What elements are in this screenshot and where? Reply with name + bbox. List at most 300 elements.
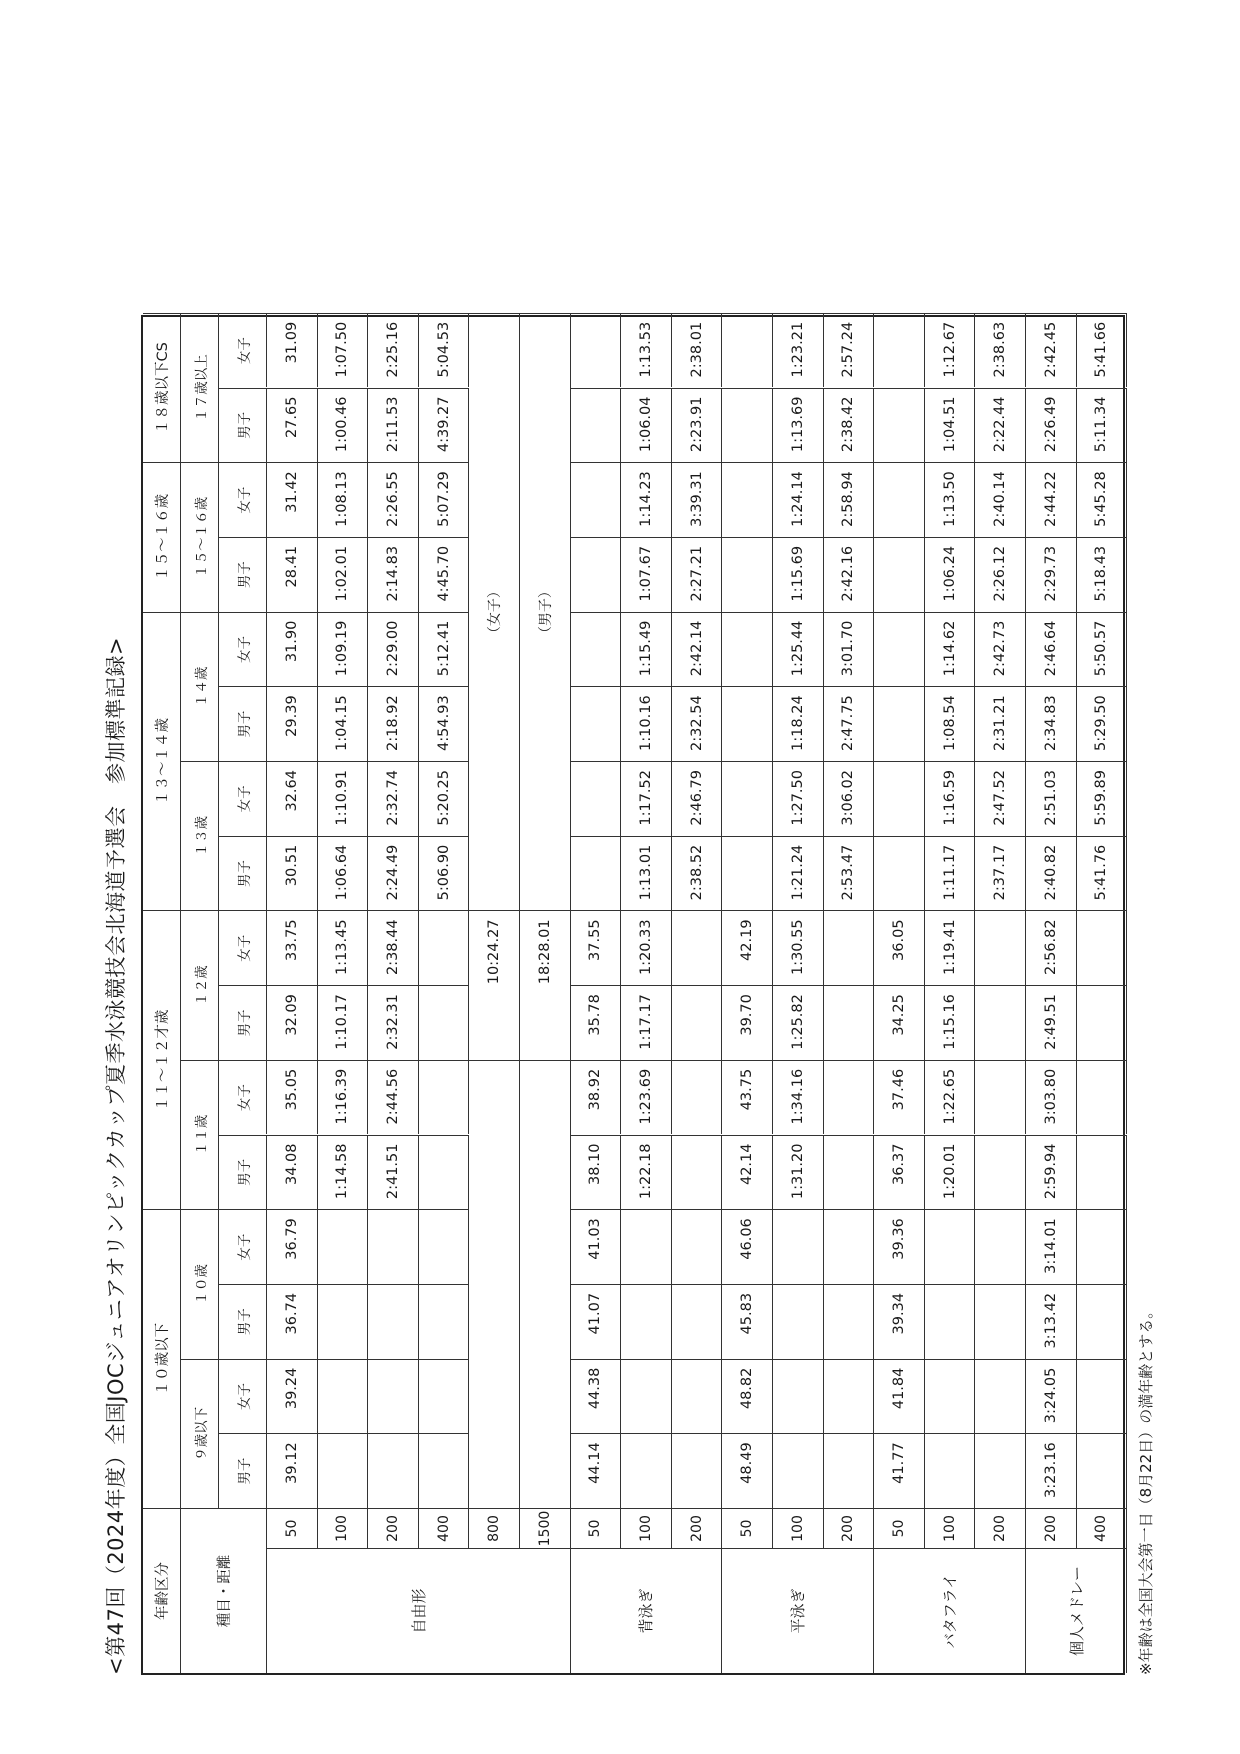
female-record: 2:44.56 — [368, 1060, 419, 1135]
male-record: 2:31.21 — [975, 686, 1026, 761]
male-record: 27.65 — [267, 388, 318, 463]
male-record: 2:26.49 — [1026, 388, 1077, 463]
male-record — [672, 1135, 723, 1210]
male-record: 41.77 — [874, 1433, 925, 1508]
male-record: 2:47.75 — [824, 686, 875, 761]
male-record — [722, 537, 773, 612]
male-record: 42.14 — [722, 1135, 773, 1210]
female-record: 2:38.63 — [975, 313, 1026, 388]
female-record: 31.42 — [267, 462, 318, 537]
female-header: 女子 — [219, 462, 267, 537]
male-record: 1:25.82 — [773, 985, 824, 1060]
female-record: 1:34.16 — [773, 1060, 824, 1135]
female-record: 5:04.53 — [419, 313, 470, 388]
female-record: 3:01.70 — [824, 612, 875, 687]
footnote: ※年齢は全国大会第一日（8月22日）の満年齢とする。 — [1137, 1303, 1155, 1675]
male-record: 2:27.21 — [672, 537, 723, 612]
female-record: 1:09.19 — [318, 612, 369, 687]
female-record: 1:12.67 — [925, 313, 976, 388]
male-record — [571, 836, 622, 911]
male-record: 1:07.67 — [621, 537, 672, 612]
male-header: 男子 — [219, 836, 267, 911]
female-record: 3:14.01 — [1026, 1209, 1077, 1284]
female-record: 2:32.74 — [368, 761, 419, 836]
distance-label: 50 — [722, 1508, 773, 1548]
long-distance-time: 18:28.01 — [520, 910, 571, 1059]
female-record: 41.03 — [571, 1209, 622, 1284]
event-name: 個人メドレー — [1026, 1548, 1127, 1673]
female-record — [722, 761, 773, 836]
female-record: 2:42.73 — [975, 612, 1026, 687]
male-record: 3:13.42 — [1026, 1284, 1077, 1359]
female-record — [824, 1209, 875, 1284]
female-record: 37.55 — [571, 910, 622, 985]
male-record: 1:22.18 — [621, 1135, 672, 1210]
female-record: 2:29.00 — [368, 612, 419, 687]
male-record: 39.34 — [874, 1284, 925, 1359]
male-record: 1:06.24 — [925, 537, 976, 612]
female-record — [1077, 1209, 1128, 1284]
female-record — [368, 1359, 419, 1434]
distance-label: 100 — [318, 1508, 369, 1548]
female-record: 5:12.41 — [419, 612, 470, 687]
male-record: 3:23.16 — [1026, 1433, 1077, 1508]
male-record — [824, 985, 875, 1060]
female-record: 42.19 — [722, 910, 773, 985]
female-record — [975, 910, 1026, 985]
distance-label: 100 — [925, 1508, 976, 1548]
male-record: 5:18.43 — [1077, 537, 1128, 612]
female-record: 1:16.39 — [318, 1060, 369, 1135]
blank-cell — [469, 1060, 520, 1508]
female-header: 女子 — [219, 1060, 267, 1135]
male-record — [773, 1433, 824, 1508]
female-record: 1:17.52 — [621, 761, 672, 836]
female-record: 1:13.45 — [318, 910, 369, 985]
female-record: 33.75 — [267, 910, 318, 985]
female-record: 3:24.05 — [1026, 1359, 1077, 1434]
male-record — [874, 537, 925, 612]
male-record: 1:04.51 — [925, 388, 976, 463]
male-record: 2:53.47 — [824, 836, 875, 911]
blank-cell — [520, 1060, 571, 1508]
male-record — [621, 1433, 672, 1508]
male-record: 1:17.17 — [621, 985, 672, 1060]
male-record — [419, 985, 470, 1060]
male-header: 男子 — [219, 1135, 267, 1210]
male-record: 4:45.70 — [419, 537, 470, 612]
male-record: 36.74 — [267, 1284, 318, 1359]
female-record: 5:07.29 — [419, 462, 470, 537]
female-record — [621, 1359, 672, 1434]
male-record: 2:38.52 — [672, 836, 723, 911]
female-record — [874, 612, 925, 687]
male-record: 39.70 — [722, 985, 773, 1060]
long-distance-time: 10:24.27 — [469, 910, 520, 1059]
male-record: 2:29.73 — [1026, 537, 1077, 612]
female-record: 2:42.14 — [672, 612, 723, 687]
female-record: 36.79 — [267, 1209, 318, 1284]
male-record: 2:14.83 — [368, 537, 419, 612]
distance-label: 50 — [571, 1508, 622, 1548]
document-title: <第47回（2024年度）全国JOCジュニアオリンピックカップ夏季水泳競技会北海道予選会 参加標準記録> — [104, 636, 128, 1675]
male-record: 1:15.16 — [925, 985, 976, 1060]
long-distance-gender: （男子） — [520, 313, 571, 911]
event-distance-header: 種目・距離 — [181, 1508, 267, 1673]
distance-label: 200 — [975, 1508, 1026, 1548]
male-record — [368, 1284, 419, 1359]
female-header: 女子 — [219, 1359, 267, 1434]
standard-records-table — [141, 315, 1125, 1675]
female-record: 1:14.23 — [621, 462, 672, 537]
female-record: 44.38 — [571, 1359, 622, 1434]
male-record — [925, 1284, 976, 1359]
female-record: 1:19.41 — [925, 910, 976, 985]
female-record — [1077, 910, 1128, 985]
event-name: 平泳ぎ — [722, 1548, 874, 1673]
male-record: 48.49 — [722, 1433, 773, 1508]
distance-label: 800 — [469, 1508, 520, 1548]
event-name: バタフライ — [874, 1548, 1026, 1673]
female-record: 1:20.33 — [621, 910, 672, 985]
male-record — [1077, 1284, 1128, 1359]
male-record: 29.39 — [267, 686, 318, 761]
male-record — [874, 836, 925, 911]
female-record: 2:47.52 — [975, 761, 1026, 836]
female-record: 2:44.22 — [1026, 462, 1077, 537]
female-record — [975, 1209, 1026, 1284]
male-record — [773, 1284, 824, 1359]
female-record: 35.05 — [267, 1060, 318, 1135]
female-record: 2:57.24 — [824, 313, 875, 388]
female-record — [773, 1209, 824, 1284]
male-record: 4:54.93 — [419, 686, 470, 761]
female-record: 39.24 — [267, 1359, 318, 1434]
female-record — [571, 761, 622, 836]
age-group-header: １０歳以下 — [143, 1209, 181, 1508]
male-record: 1:02.01 — [318, 537, 369, 612]
male-record — [824, 1284, 875, 1359]
male-record: 5:11.34 — [1077, 388, 1128, 463]
distance-label: 400 — [1077, 1508, 1128, 1548]
male-record: 2:18.92 — [368, 686, 419, 761]
female-record: 2:38.44 — [368, 910, 419, 985]
male-record — [874, 686, 925, 761]
female-record: 2:25.16 — [368, 313, 419, 388]
male-record — [722, 388, 773, 463]
female-record — [318, 1209, 369, 1284]
male-record: 45.83 — [722, 1284, 773, 1359]
distance-label: 100 — [773, 1508, 824, 1548]
male-record: 1:20.01 — [925, 1135, 976, 1210]
male-record: 1:13.01 — [621, 836, 672, 911]
male-record: 38.10 — [571, 1135, 622, 1210]
female-record — [722, 612, 773, 687]
age-subgroup-header: １０歳 — [181, 1209, 219, 1358]
age-group-header: １１～１２才歳 — [143, 910, 181, 1209]
female-record — [925, 1209, 976, 1284]
male-record — [672, 1284, 723, 1359]
female-record — [773, 1359, 824, 1434]
female-record: 31.09 — [267, 313, 318, 388]
male-record: 2:23.91 — [672, 388, 723, 463]
distance-label: 1500 — [520, 1508, 571, 1548]
male-header: 男子 — [219, 1433, 267, 1508]
male-record: 36.37 — [874, 1135, 925, 1210]
male-record — [1077, 985, 1128, 1060]
female-record — [419, 1060, 470, 1135]
male-record: 39.12 — [267, 1433, 318, 1508]
male-record: 1:15.69 — [773, 537, 824, 612]
male-record: 1:13.69 — [773, 388, 824, 463]
female-record — [318, 1359, 369, 1434]
female-record: 31.90 — [267, 612, 318, 687]
male-record — [722, 836, 773, 911]
male-record: 5:41.76 — [1077, 836, 1128, 911]
male-record — [975, 1284, 1026, 1359]
female-record — [1077, 1359, 1128, 1434]
female-record — [874, 313, 925, 388]
distance-label: 50 — [267, 1508, 318, 1548]
male-header: 男子 — [219, 686, 267, 761]
male-record — [419, 1433, 470, 1508]
age-subgroup-header: １４歳 — [181, 612, 219, 761]
male-record — [318, 1433, 369, 1508]
male-record — [621, 1284, 672, 1359]
male-record — [571, 388, 622, 463]
female-record: 37.46 — [874, 1060, 925, 1135]
female-record: 2:56.82 — [1026, 910, 1077, 985]
female-record — [571, 462, 622, 537]
female-record: 1:16.59 — [925, 761, 976, 836]
distance-label: 400 — [419, 1508, 470, 1548]
rotated-content — [95, 315, 1175, 1675]
age-group-header: １５～１６歳 — [143, 462, 181, 611]
male-record: 2:34.83 — [1026, 686, 1077, 761]
female-record: 2:58.94 — [824, 462, 875, 537]
male-record — [571, 537, 622, 612]
male-record: 34.08 — [267, 1135, 318, 1210]
male-record — [571, 686, 622, 761]
female-record — [975, 1359, 1026, 1434]
female-record — [672, 1060, 723, 1135]
female-record: 1:22.65 — [925, 1060, 976, 1135]
male-record: 2:42.16 — [824, 537, 875, 612]
female-record: 41.84 — [874, 1359, 925, 1434]
male-record: 2:38.42 — [824, 388, 875, 463]
male-record: 1:10.17 — [318, 985, 369, 1060]
male-header: 男子 — [219, 537, 267, 612]
event-name: 背泳ぎ — [571, 1548, 723, 1673]
female-record: 5:20.25 — [419, 761, 470, 836]
male-record — [824, 1433, 875, 1508]
female-record — [824, 1359, 875, 1434]
male-header: 男子 — [219, 985, 267, 1060]
female-record: 3:03.80 — [1026, 1060, 1077, 1135]
distance-label: 200 — [672, 1508, 723, 1548]
female-record: 2:40.14 — [975, 462, 1026, 537]
female-header: 女子 — [219, 910, 267, 985]
female-record: 1:27.50 — [773, 761, 824, 836]
long-distance-gender: （女子） — [469, 313, 520, 911]
female-record — [824, 910, 875, 985]
female-record: 5:41.66 — [1077, 313, 1128, 388]
age-division-label: 年齢区分 — [143, 1508, 181, 1673]
female-record: 46.06 — [722, 1209, 773, 1284]
female-record: 1:10.91 — [318, 761, 369, 836]
male-header: 男子 — [219, 1284, 267, 1359]
female-record: 2:46.79 — [672, 761, 723, 836]
male-record: 1:04.15 — [318, 686, 369, 761]
female-record: 2:38.01 — [672, 313, 723, 388]
female-record — [419, 1209, 470, 1284]
male-record — [824, 1135, 875, 1210]
female-record: 5:50.57 — [1077, 612, 1128, 687]
male-record: 2:49.51 — [1026, 985, 1077, 1060]
female-record: 36.05 — [874, 910, 925, 985]
female-header: 女子 — [219, 313, 267, 388]
female-record — [874, 761, 925, 836]
distance-label: 50 — [874, 1508, 925, 1548]
male-record: 28.41 — [267, 537, 318, 612]
female-header: 女子 — [219, 1209, 267, 1284]
male-record: 2:26.12 — [975, 537, 1026, 612]
female-header: 女子 — [219, 761, 267, 836]
female-record — [672, 1209, 723, 1284]
female-header: 女子 — [219, 612, 267, 687]
female-record: 1:07.50 — [318, 313, 369, 388]
female-record — [925, 1359, 976, 1434]
female-record — [621, 1209, 672, 1284]
male-record — [1077, 1135, 1128, 1210]
male-record — [672, 985, 723, 1060]
female-record — [419, 1359, 470, 1434]
female-record — [672, 910, 723, 985]
female-record — [722, 462, 773, 537]
male-record — [874, 388, 925, 463]
male-record: 34.25 — [874, 985, 925, 1060]
female-record: 43.75 — [722, 1060, 773, 1135]
female-record: 1:23.69 — [621, 1060, 672, 1135]
female-record — [672, 1359, 723, 1434]
male-record — [722, 686, 773, 761]
female-record: 1:14.62 — [925, 612, 976, 687]
distance-label: 100 — [621, 1508, 672, 1548]
female-record: 1:25.44 — [773, 612, 824, 687]
female-record: 2:42.45 — [1026, 313, 1077, 388]
female-record: 1:23.21 — [773, 313, 824, 388]
male-record: 2:24.49 — [368, 836, 419, 911]
female-record: 1:08.13 — [318, 462, 369, 537]
male-record — [368, 1433, 419, 1508]
age-subgroup-header: ９歳以下 — [181, 1359, 219, 1508]
male-record: 1:10.16 — [621, 686, 672, 761]
female-record — [368, 1209, 419, 1284]
male-record: 5:06.90 — [419, 836, 470, 911]
female-record: 32.64 — [267, 761, 318, 836]
male-record: 1:14.58 — [318, 1135, 369, 1210]
male-record — [419, 1284, 470, 1359]
female-record: 1:30.55 — [773, 910, 824, 985]
female-record: 5:45.28 — [1077, 462, 1128, 537]
male-record — [975, 1135, 1026, 1210]
female-record: 1:24.14 — [773, 462, 824, 537]
male-record: 2:32.31 — [368, 985, 419, 1060]
male-record: 1:31.20 — [773, 1135, 824, 1210]
male-record: 1:21.24 — [773, 836, 824, 911]
female-record: 2:26.55 — [368, 462, 419, 537]
event-name: 自由形 — [267, 1548, 571, 1673]
male-record: 2:40.82 — [1026, 836, 1077, 911]
male-record: 30.51 — [267, 836, 318, 911]
female-record — [722, 313, 773, 388]
female-record — [1077, 1060, 1128, 1135]
male-record: 44.14 — [571, 1433, 622, 1508]
male-record — [1077, 1433, 1128, 1508]
male-record: 5:29.50 — [1077, 686, 1128, 761]
distance-label: 200 — [368, 1508, 419, 1548]
age-subgroup-header: １５～１６歳 — [181, 462, 219, 611]
female-record — [975, 1060, 1026, 1135]
male-header: 男子 — [219, 388, 267, 463]
age-subgroup-header: １３歳 — [181, 761, 219, 910]
male-record: 41.07 — [571, 1284, 622, 1359]
male-record: 2:37.17 — [975, 836, 1026, 911]
distance-label: 200 — [824, 1508, 875, 1548]
male-record: 2:41.51 — [368, 1135, 419, 1210]
female-record — [571, 612, 622, 687]
female-record: 2:51.03 — [1026, 761, 1077, 836]
female-record: 1:13.50 — [925, 462, 976, 537]
female-record — [874, 462, 925, 537]
female-record: 3:06.02 — [824, 761, 875, 836]
female-record: 5:59.89 — [1077, 761, 1128, 836]
female-record: 39.36 — [874, 1209, 925, 1284]
male-record: 2:11.53 — [368, 388, 419, 463]
male-record: 1:11.17 — [925, 836, 976, 911]
male-record: 4:39.27 — [419, 388, 470, 463]
male-record: 1:06.64 — [318, 836, 369, 911]
age-subgroup-header: １２歳 — [181, 910, 219, 1059]
female-record — [824, 1060, 875, 1135]
male-record: 35.78 — [571, 985, 622, 1060]
male-record — [318, 1284, 369, 1359]
female-record: 3:39.31 — [672, 462, 723, 537]
age-subgroup-header: １１歳 — [181, 1060, 219, 1209]
female-record — [571, 313, 622, 388]
male-record — [925, 1433, 976, 1508]
male-record: 32.09 — [267, 985, 318, 1060]
male-record — [672, 1433, 723, 1508]
male-record: 1:18.24 — [773, 686, 824, 761]
male-record — [975, 985, 1026, 1060]
female-record — [419, 910, 470, 985]
male-record: 1:00.46 — [318, 388, 369, 463]
female-record: 2:46.64 — [1026, 612, 1077, 687]
distance-label: 200 — [1026, 1508, 1077, 1548]
male-record: 2:32.54 — [672, 686, 723, 761]
male-record: 1:08.54 — [925, 686, 976, 761]
female-record: 1:13.53 — [621, 313, 672, 388]
age-group-header: １８歳以下CS — [143, 313, 181, 462]
male-record — [975, 1433, 1026, 1508]
male-record: 2:59.94 — [1026, 1135, 1077, 1210]
male-record: 1:06.04 — [621, 388, 672, 463]
age-group-header: １３～１４歳 — [143, 612, 181, 911]
male-record: 2:22.44 — [975, 388, 1026, 463]
female-record: 38.92 — [571, 1060, 622, 1135]
female-record: 48.82 — [722, 1359, 773, 1434]
